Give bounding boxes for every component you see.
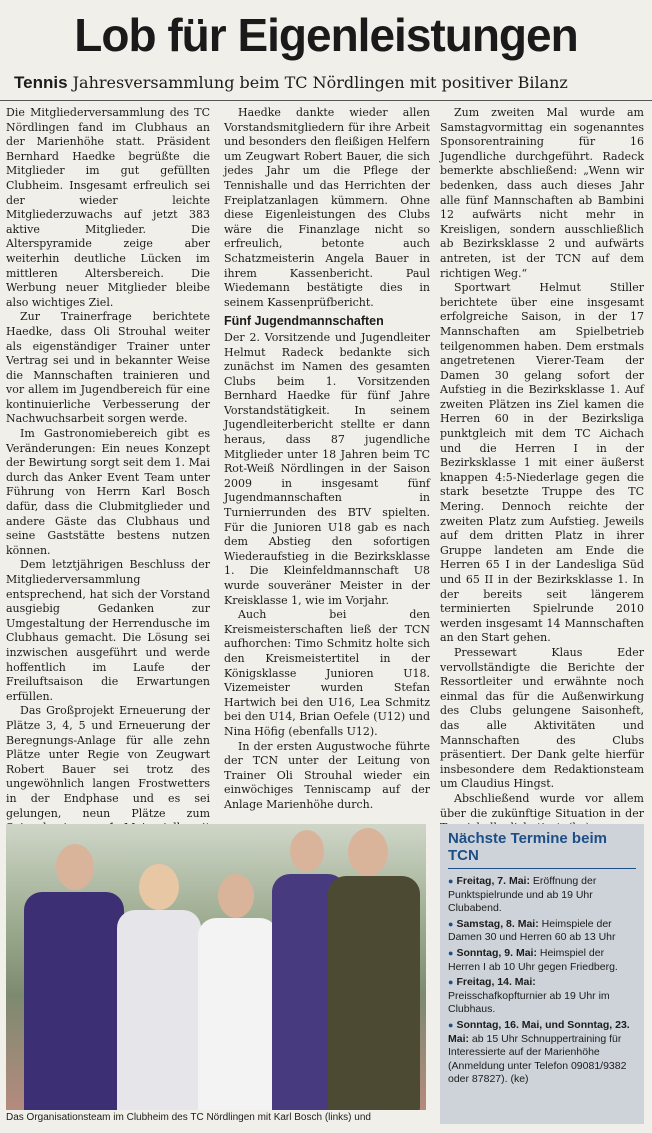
bullet-icon: ● — [448, 876, 454, 886]
event-date: Sonntag, 9. Mai: — [456, 946, 537, 959]
events-box — [440, 824, 644, 1124]
event-item — [448, 1019, 636, 1087]
paragraph: Im Gastronomiebereich gibt es Veränderungen: Ein neues Konzept der Bewirtung sorgt seit dem 1. Mai durch das Anker Event Team unter Führung von Herrn Karl Bosch dafür, dass die Clubmitglieder und andere Gäste das Clubhaus und seine Gaststätte bestens nutzen können. — [6, 427, 210, 557]
paragraph: Sportwart Helmut Stiller berichtete über eine insgesamt erfolgreiche Saison, in der 17 Mannschaften am Spielbetrieb teilgenommen haben. Dem erstmals angetretenen Vierer-Team der Damen 30 gelang sofort der Aufstieg in die Bezirksklasse 1. Auf zweiten Plätzen ins Ziel kamen die Herren 60 in der Bezirksliga punktgleich mit dem TC Aichach und die Herren I in der Bezirksklasse 1 mit einer äußerst knappen 4:5-Niederlage gegen die stark besetzte Truppe des TC Mering. Dennoch reichte der zweiten Platz zum Aufstieg. Jeweils auf dem dritten Platz in ihrer Gruppe landeten am Ende die Herren 65 I in der Landesliga Süd und 65 II in der Bezirksklasse 1. In der bereits seit längerem terminierten Spielrunde 2010 werden insgesamt 14 Mannschaften an den Start gehen. — [440, 281, 644, 645]
event-item — [448, 875, 636, 916]
event-text: Heimspiele der Damen 30 und Herren 60 ab 13 Uhr — [448, 917, 616, 944]
paragraph: Abschließend wurde vor allem über die zukünftige Situation in der — [440, 791, 644, 820]
divider — [0, 100, 652, 101]
bullet-icon: ● — [448, 977, 454, 988]
article-column-2 — [224, 106, 430, 813]
event-date: Freitag, 7. Mai: — [456, 875, 530, 887]
event-date: Freitag, 14. Mai: — [456, 976, 536, 989]
paragraph: Die Mitgliederversammlung des TC Nördlingen fand im Clubhaus an der Marienhöhe statt. Präsident Bernhard Haedke begrüßte die Mitglieder im gut gefüllten Clubheim. Insgesamt erfreulich sei der wieder leichte Mitgliederzuwachs auf jetzt 383 aktive Mitglieder. Die Alterspyramide zeige aber weiterhin deutliche Lücken im mittleren Altersbereich. Die Werbung neuer Mitglieder bleibe also wichtiges Ziel. — [6, 106, 210, 309]
paragraph: Pressewart Klaus Eder vervollständigte die Berichte der Ressortleiter und erwähnte noch einmal das für die Außenwirkung des Clubs gelungene Saisonheft, das alle Aktivitäten und Mannschaften des Clubs präsentiert. Der Dank gelte hierfür insbesondere dem Redaktionsteam um Claudius Hingst. — [440, 645, 644, 791]
bullet-icon: ● — [448, 918, 454, 929]
event-text: ab 15 Uhr Schnuppertraining für Interessierte auf der Marienhöhe (Anmeldung unter Telefon 09081/9382 oder 87827). (ke) — [448, 1032, 627, 1086]
subline — [14, 72, 644, 94]
subline-kicker: Tennis — [14, 73, 68, 92]
event-date: Sonntag, 16. Mai, und Sonntag, 23. Mai: — [448, 1018, 630, 1045]
event-item — [448, 976, 636, 1017]
section-heading: Fünf Jugendmannschaften — [224, 314, 384, 329]
headline: Lob für Eigenleistungen — [74, 9, 578, 61]
team-photo — [6, 824, 426, 1110]
paragraph: Auch bei den Kreismeisterschaften ließ der TCN aufhorchen: Timo Schmitz holte sich den Kreismeistertitel in der Königsklasse Junioren U18. Vizemeister wurden Stefan Hartwich bei den U16, Lea Schmitz bei den U14, Brian Oefele (U12) und Nina Höfig (ebenfalls U12). — [224, 608, 430, 738]
paragraph: Der 2. Vorsitzende und Jugendleiter Helmut Radeck bedankte sich zunächst im Namen des gesamten Clubs beim 1. Vorsitzenden Bernhard Haedke für fünf Jahre Vorstandstätigkeit. In seinem Jugendleiterbericht stellte er dann heraus, dass 87 jugendliche Mitglieder unter 18 Jahren beim TC Rot-Weiß Nördlingen in der Saison 2009 in insgesamt fünf Jugendmannschaften in Turnierrunden des BTV spielten. Für die Junioren U18 gab es nach dem Abstieg den sofortigen Wiederaufstieg in die Bezirksklasse 1. Die Kleinfeldmannschaft U8 wurde souveräner Meister in der Kreisklasse 1, wie im Vorjahr. — [224, 330, 430, 607]
photo-caption: Das Organisationsteam im Clubheim des TC Nördlingen mit Karl Bosch (links) und — [6, 1112, 371, 1123]
event-text: Preisschafkopfturnier ab 19 Uhr im Clubhaus. — [448, 989, 610, 1016]
article-column-3 — [440, 106, 644, 836]
bullet-icon: ● — [448, 947, 454, 958]
paragraph: Zur Trainerfrage berichtete Haedke, dass Oli Strouhal weiter als eigenständiger Trainer unter Vertrag sei und in bekannter Weise die Mannschaften trainieren und vor allem im Jugendbereich für eine kontinuierliche Verbesserung der Nachwuchsarbeit sorgen werde. — [6, 310, 210, 426]
events-list — [448, 875, 636, 1087]
paragraph: Zum zweiten Mal wurde am Samstagvormittag ein sogenanntes Sponsorentraining für 16 Jugendliche durchgeführt. Radeck bemerkte abschließend: „Wenn wir bedenken, dass auch dieses Jahr alle fünf Mannschaften ab Bambini 12 aufwärts nicht mehr in Kreisligen, sondern ausschließlich ab Bezirksklasse 2 und aufwärts antreten, ist der TCN auf dem richtigen Weg.“ — [440, 106, 644, 280]
subline-text: Jahresversammlung beim TC Nördlingen mit positiver Bilanz — [72, 73, 568, 92]
paragraph: In der ersten Augustwoche führte der TCN unter der Leitung von Trainer Oli Strouhal wieder ein einwöchiges Tenniscamp auf der Anlage Marienhöhe durch. — [224, 739, 430, 811]
event-date: Samstag, 8. Mai: — [456, 917, 539, 930]
event-item — [448, 918, 636, 945]
events-box-title: Nächste Termine beim TCN — [448, 830, 636, 869]
event-item — [448, 947, 636, 974]
event-text: Eröffnung der Punktspielrunde und ab 19 Uhr Clubabend. — [448, 875, 597, 915]
article-column-1 — [6, 106, 210, 850]
paragraph: Dem letztjährigen Beschluss der Mitgliederversammlung entsprechend, hat sich der Vorstand ausgiebig Gedanken zur Umgestaltung der Herrendusche im Clubhaus gemacht. Die Lösung sei inzwischen ausgeführt und werde hoffentlich im Laufe der Freiluftsaison die Erwartungen erfüllen. — [6, 558, 210, 703]
paragraph: Das Großprojekt Erneuerung der Plätze 3, 4, 5 und Erneuerung der Beregnungs-Anlage für alle zehn Plätze unter Regie von Zeugwart Robert Bauer sei trotz des ungewöhnlich langen Frostwetters in der Endphase und es sei gelungen, neun Plätze zum — [6, 704, 210, 820]
paragraph: Haedke dankte wieder allen Vorstandsmitgliedern für ihre Arbeit und besonders den fleißigen Helfern um Zeugwart Robert Bauer, die sich jedes Jahr um die Pflege der Tennishalle und das Herrichten der Freiplatzanlagen kümmern. Ohne diese Eigenleistungen des Clubs wäre die Finanzlage nicht so erfreulich, betonte auch Schatzmeisterin Angela Bauer in ihrem Kassenbericht. Paul Wiedemann bestätigte dies in seinem Kassenprüfbericht. — [224, 106, 430, 309]
bullet-icon: ● — [448, 1019, 454, 1030]
event-text: Heimspiel der Herren I ab 10 Uhr gegen Friedberg. — [448, 946, 618, 973]
